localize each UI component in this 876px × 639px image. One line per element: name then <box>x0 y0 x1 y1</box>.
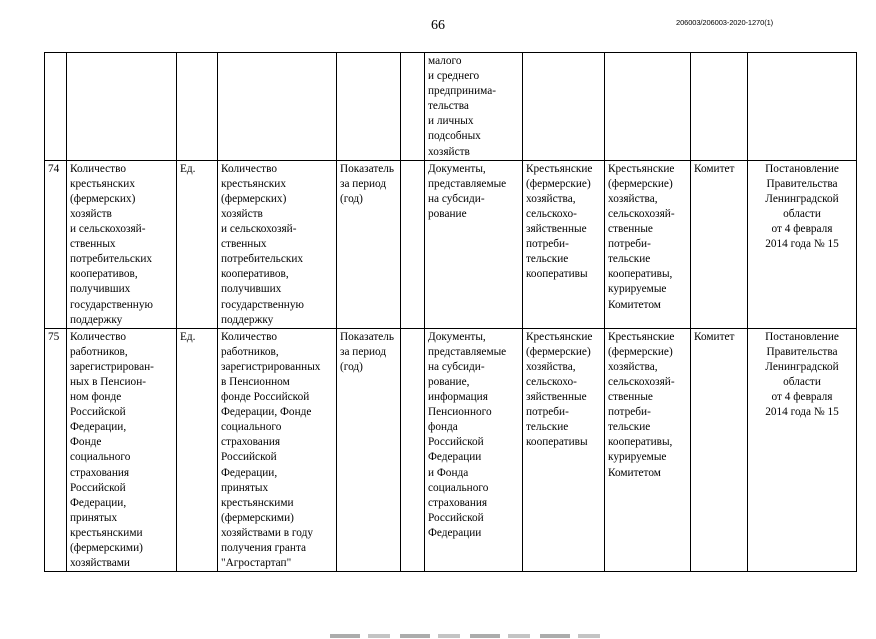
indicator-name: Количество работников, зарегистрирован- ных в Пенсион- ном фонде Российской Федерации, Фонде социального страхования Российской Федерации, принятых крестьянскими (фермерскими) хозяйствами <box>67 328 177 572</box>
respondents: Крестьянские (фермерские) хозяйства, сельскохо- зяйственные потреби- тельские кооперативы <box>523 328 605 572</box>
table-cell <box>401 160 425 328</box>
indicator-definition: Количество крестьянских (фермерских) хозяйств и сельскохозяй- ственных потребительских кооперативов, получивших государственную поддержку <box>218 160 337 328</box>
period: Показатель за период (год) <box>337 328 401 572</box>
unit: Ед. <box>177 160 218 328</box>
table-cell <box>45 53 67 161</box>
table-cell <box>218 53 337 161</box>
table-cell: малого и среднего предпринима- тельства и личных подсобных хозяйств <box>425 53 523 161</box>
scan-artifact <box>330 634 610 638</box>
table-row <box>45 160 857 328</box>
responsible: Комитет <box>691 160 748 328</box>
legal-basis: Постановление Правительства Ленинградской области от 4 февраля 2014 года № 15 <box>748 328 857 572</box>
table-cell <box>177 53 218 161</box>
table-cell <box>691 53 748 161</box>
row-number: 74 <box>45 160 67 328</box>
table-cell <box>605 53 691 161</box>
legal-basis: Постановление Правительства Ленинградской области от 4 февраля 2014 года № 15 <box>748 160 857 328</box>
indicators-table <box>44 52 857 572</box>
table-cell <box>401 53 425 161</box>
table-cell <box>337 53 401 161</box>
document-id: 206003/206003-2020-1270(1) <box>676 18 774 27</box>
coverage: Крестьянские (фермерские) хозяйства, сельскохозяй- ственные потреби- тельские кооперативы, курируемые Комитетом <box>605 328 691 572</box>
indicator-definition: Количество работников, зарегистрированных в Пенсионном фонде Российской Федерации, Фонде социального страхования Российской Федерации, принятых крестьянскими (фермерскими) хозяйствами в году получения гранта "Агростартап" <box>218 328 337 572</box>
coverage: Крестьянские (фермерские) хозяйства, сельскохозяй- ственные потреби- тельские кооперативы, курируемые Комитетом <box>605 160 691 328</box>
table-cell <box>523 53 605 161</box>
respondents: Крестьянские (фермерские) хозяйства, сельскохо- зяйственные потреби- тельские кооперативы <box>523 160 605 328</box>
page-number: 66 <box>431 18 445 33</box>
period: Показатель за период (год) <box>337 160 401 328</box>
table-row <box>45 328 857 572</box>
indicator-name: Количество крестьянских (фермерских) хозяйств и сельскохозяй- ственных потребительских кооперативов, получивших государственную поддержку <box>67 160 177 328</box>
table-cell <box>67 53 177 161</box>
data-source: Документы, представляемые на субсиди- рование, информация Пенсионного фонда Российской Федерации и Фонда социального страхования Российской Федерации <box>425 328 523 572</box>
table-cell <box>401 328 425 572</box>
row-number: 75 <box>45 328 67 572</box>
responsible: Комитет <box>691 328 748 572</box>
unit: Ед. <box>177 328 218 572</box>
data-source: Документы, представляемые на субсиди- рование <box>425 160 523 328</box>
table-cell <box>748 53 857 161</box>
table-continuation-row <box>45 53 857 161</box>
